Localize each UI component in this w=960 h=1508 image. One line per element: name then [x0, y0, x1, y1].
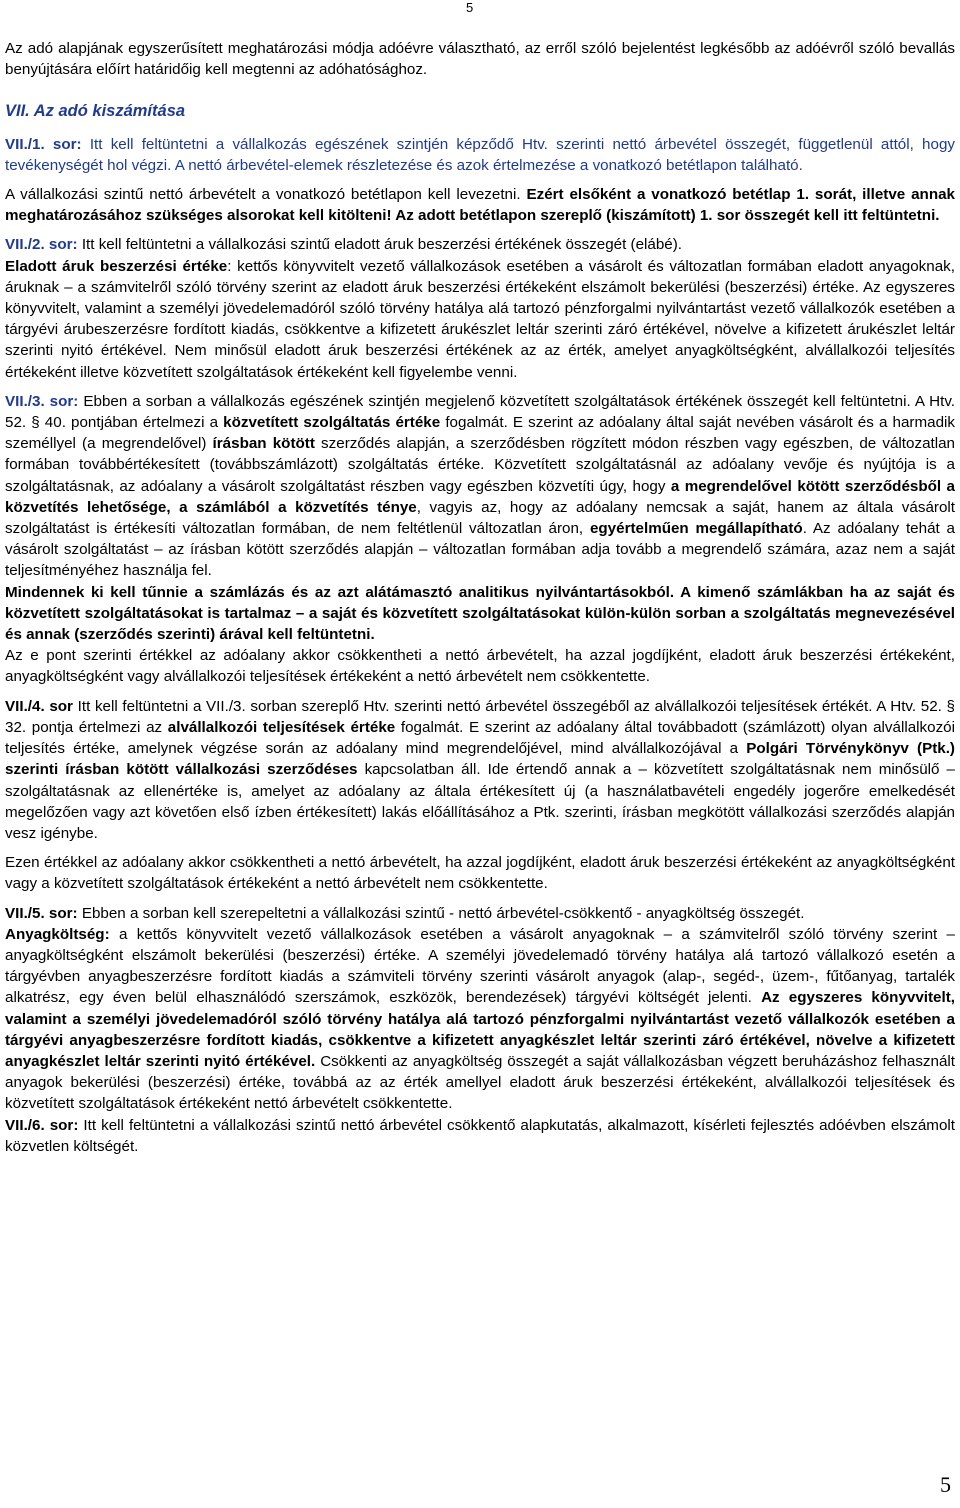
row1-text: Itt kell feltüntetni a vállalkozás egészének szintjén képződő Htv. szerinti nettó árbevétel összegét, függetlenül attól, hogy tevékenységét hol végzi. A nettó árbevétel-elemek részletezése és azok értelmezése a vonatkozó betétlapon található. — [5, 135, 955, 174]
row1-bold: Ezért elsőként a vonatkozó betétlap 1. sorát, illetve annak meghatározásához szükséges alsorokat kell kitölteni! Az adott betétlapon szereplő (kiszámított) 1. sor összegét kell itt feltüntetni. — [5, 186, 956, 225]
row6-paragraph — [5, 1115, 955, 1157]
row2-label: VII./2. sor: — [5, 236, 78, 254]
row3-bold-paragraph: Mindennek ki kell tűnnie a számlázás és az azt alátámasztó analitikus nyilvántartásokból. A kimenő számlákban ha az saját és közvetített szolgáltatásokat is tartalmaz – a saját és közvetített szolgáltatásokat külön-külön sorban a szolgáltatás megnevezésével és annak (szerződés szerinti) árával kell feltüntetni. — [5, 583, 955, 644]
row4-paragraph — [5, 696, 955, 844]
row3-b2: írásban kötött — [212, 435, 315, 453]
row3-t1: Ebben a sorban a vállalkozás egészének szintjén megjelenő közvetített szolgáltatások értékének összegét kell feltüntetni. A Htv. 52. § 40. pontjában értelmezi a — [5, 392, 956, 432]
row6-label: VII./6. sor: — [5, 1116, 79, 1134]
row2-def: : kettős könyvvitelt vezető vállalkozások esetében a vásárolt és változatlan formában eladott anyagoknak, áruknak – a számvitelről szóló törvény szerint az eladott áruk beszerzési értékeként elszámolt bekerülési (beszerzési) értéke. Az egyszeres könyvvitelt, valamint a személyi jövedelemadóról szóló törvény hatálya alá tartozó pénzforgalmi nyilvántartást vezető vállalkozók esetében a tárgyévi árubeszerzésre fordított kiadás, csökkentve a kifizetett árukészlet leltár szerinti záró értékével, növelve a kifizetett árukészlet leltár szerinti nyitó értékével. Nem minősül eladott áruk beszerzési értékének az az érték, amelyet anyagköltségként, alvállalkozói teljesítés értékeként illetve közvetített szolgáltatások értékeként kell figyelembe venni. — [5, 257, 955, 381]
row4-b1: alvállalkozói teljesítések értéke — [167, 718, 396, 736]
row5-label: VII./5. sor: — [5, 904, 78, 922]
intro-paragraph: Az adó alapjának egyszerűsített meghatározási módja adóévre választható, az erről szóló bejelentést legkésőbb az adóévről szóló bevallás benyújtására előírt határidőig kell megtenni az adóhatósághoz. — [5, 40, 955, 79]
page-number-bottom: 5 — [940, 1472, 951, 1497]
row1-label: VII./1. sor: — [5, 135, 82, 153]
row3-label: VII./3. sor: — [5, 392, 79, 410]
row4-second-paragraph: Ezen értékkel az adóalany akkor csökkentheti a nettó árbevételt, ha azzal jogdíjként, eladott áruk beszerzési értékeként az anyagköltségként vagy a közvetített szolgáltatások értékeként a nettó árbevételt nem csökkentette. — [5, 854, 955, 893]
row3-t2: fogalmát. E szerint az adóalany által saját nevében vásárolt és a harmadik személlyel (a megrendelővel) — [5, 414, 955, 453]
row2-text: Itt kell feltüntetni a vállalkozási szintű eladott áruk beszerzési értékének összegét (elábé). — [77, 236, 683, 254]
row3-b3: a megrendelővel kötött szerződésből a közvetítés lehetősége, a számlából a közvetítés ténye — [5, 477, 955, 516]
row3-paragraph — [5, 391, 955, 582]
row5-term: Anyagköltség: — [5, 925, 110, 943]
row3-t4: , vagyis az, hogy az adóalany nemcsak a saját, hanem az általa vásárolt szolgáltatást is értékesíti változatlan formában, de nem feltétlenül változatlan áron, — [5, 498, 955, 538]
row1-text2: A vállalkozási szintű nettó árbevételt a vonatkozó betétlapon kell levezetni. — [5, 186, 527, 204]
row2-definition — [5, 256, 955, 383]
row4-t3: kapcsolatban áll. Ide értendő annak a – közvetített szolgáltatásnak nem minősülő – szolgáltatásnak az ellenértéke is, amelyet az adóalany az általa értékesített új (a használatbavételi engedély jogerőre emelkedését megelőzően vagy azt követően első ízben értékesített) lakás előállításához a Ptk. szerinti, írásban megkötött vállalkozási szerződés alapján vesz igénybe. — [5, 761, 956, 842]
row3-t3: szerződés alapján, a szerződésben rögzített módon részben vagy egészben, de változatlan formában továbbértékesített (továbbszámlázott) szolgáltatás értéke. Közvetített szolgáltatásnál az adóalany vevője és nyújtója is a szolgáltatásnak, az adóalany a vásárolt szolgáltatást részben vagy egészben közvetíti úgy, hogy — [5, 435, 955, 495]
row4-t1: Itt kell feltüntetni a VII./3. sorban szereplő Htv. szerinti nettó árbevétel összegéből az alvállalkozói teljesítések értékét. A Htv. 52. § 32. pontja értelmezi az — [5, 697, 956, 736]
row4-t2: fogalmát. E szerint az adóalany által továbbadott (számlázott) olyan alvállalkozói teljesítés értéke, amelynek végzése során az adóalany mind megrendelőjével, mind alvállalkozójával a — [5, 718, 955, 758]
document-body — [5, 38, 955, 1157]
row2-paragraph — [5, 234, 955, 255]
row3-last-paragraph: Az e pont szerinti értékkel az adóalany akkor csökkentheti a nettó árbevételt, ha azzal jogdíjként, eladott áruk beszerzési értékeként, anyagköltségként vagy alvállalkozói teljesítések értékeként a nettó árbevételt nem csökkentette. — [5, 647, 955, 686]
row3-b1: közvetített szolgáltatás értéke — [223, 414, 441, 432]
row3-t5: . Az adóalany tehát a vásárolt szolgáltatást – az írásban kötött szerződés alapján – változatlan formában adja tovább a megrendelő számára, azaz nem a saját teljesítményéhez használja fel. — [5, 520, 956, 580]
row4-label: VII./4. sor — [5, 697, 73, 715]
row3-b4: egyértelműen megállapítható — [589, 520, 803, 538]
row5-t1: a kettős könyvvitelt vezető vállalkozások esetében a vásárolt anyagoknak – a számvitelről szóló törvény szerint – anyagköltségként elszámolt bekerülési (beszerzési) értéke. A személyi jövedelemadó törvény hatálya alá tartozó vállalkozó esetén a tárgyévben anyagbeszerzésre fordított kiadás a számviteli törvény szerinti vásárolt anyagok (alap-, segéd-, üzem-, fűtőanyag, tartalék alkatrész, egy éven belül elhasználódó szerszámok, eszközök, berendezések) tárgyévi költségét jelenti. — [5, 925, 955, 1007]
row5-t2: Csökkenti az anyagköltség összegét a saját vállalkozásban végzett beruházáshoz felhasznált anyagok bekerülési (beszerzési) értéke, továbbá az az érték amellyel eladott áruk beszerzési értékeként, alvállalkozói teljesítések és közvetített szolgáltatások értékeként nettó árbevételt csökkentette. — [5, 1052, 955, 1113]
row5-bold: Az egyszeres könyvvitelt, valamint a személyi jövedelemadóról szóló törvény hatálya alá tartozó pénzforgalmi nyilvántartást vezető vállalkozók esetében a tárgyévi anyagbeszerzésre fordított kiadás, csökkentve a kifizetett anyagkészlet leltár szerinti záró értékével, növelve a kifizetett anyagkészlet leltár szerinti nyitó értékével. — [5, 989, 955, 1070]
row5-text: Ebben a sorban kell szerepeltetni a vállalkozási szintű - nettó árbevétel-csökkentő - anyagköltség összegét. — [77, 904, 805, 922]
row4-b2: Polgári Törvénykönyv (Ptk.) szerinti írásban kötött vállalkozási szerződéses — [5, 740, 955, 779]
section-heading: VII. Az adó kiszámítása — [5, 102, 186, 121]
row5-definition — [5, 924, 955, 1115]
row2-term: Eladott áruk beszerzési értéke — [5, 257, 228, 275]
row1-instruction — [5, 184, 955, 226]
row5-paragraph — [5, 903, 955, 924]
page-number-top: 5 — [466, 0, 474, 15]
row6-text: Itt kell feltüntetni a vállalkozási szintű nettó árbevétel csökkentő alapkutatás, alkalmazott, kísérleti fejlesztés adóévben elszámolt közvetlen költségét. — [5, 1116, 955, 1155]
row1-paragraph — [5, 134, 955, 176]
